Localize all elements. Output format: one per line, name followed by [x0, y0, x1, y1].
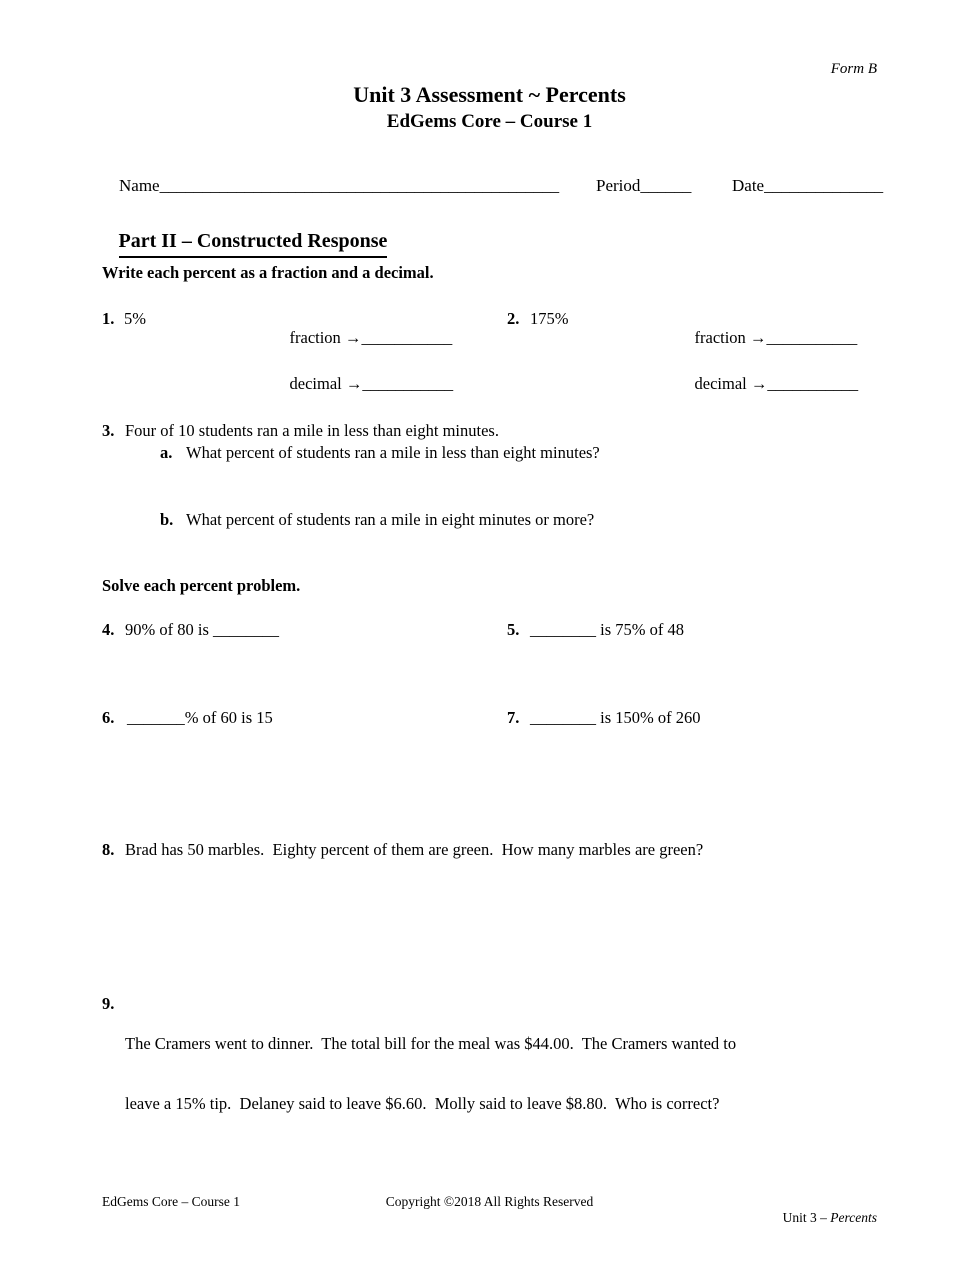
period-field	[579, 156, 691, 215]
q5-text: ________ is 75% of 48	[530, 620, 684, 639]
q1-percent: 5%	[124, 309, 146, 328]
q3-number: 3.	[102, 421, 115, 440]
q1-fraction-label: fraction →	[289, 327, 362, 347]
q6-text: _______% of 60 is 15	[127, 708, 273, 727]
q3b-letter: b.	[160, 510, 174, 529]
name-blank: _______________________________________________	[159, 175, 560, 195]
q2-percent: 175%	[530, 309, 569, 328]
q9-text	[125, 995, 736, 1153]
footer-unit	[769, 1194, 877, 1241]
q2-number: 2.	[507, 309, 520, 328]
q2-fraction-label: fraction →	[694, 327, 767, 347]
page-title: Unit 3 Assessment ~ Percents	[353, 82, 626, 107]
page-subtitle: EdGems Core – Course 1	[386, 111, 593, 132]
name-field	[102, 156, 559, 215]
q9-text-line1: The Cramers went to dinner. The total bill for the meal was $44.00. The Cramers wanted to	[125, 1033, 737, 1053]
q9-text-line2: leave a 15% tip. Delaney said to leave $6.60. Molly said to leave $8.80. Who is correct?	[125, 1093, 720, 1113]
date-blank: ______________	[764, 175, 884, 195]
section-heading: Part II – Constructed Response	[119, 230, 388, 258]
period-label: Period	[596, 175, 641, 195]
date-label: Date	[732, 175, 765, 195]
q8-number: 8.	[102, 840, 115, 859]
form-version-label: Form B	[830, 61, 877, 77]
name-label: Name	[119, 175, 160, 195]
q7-text: ________ is 150% of 260	[530, 708, 701, 727]
instruction-conversion: Write each percent as a fraction and a decimal.	[102, 263, 434, 282]
q1-number: 1.	[102, 309, 115, 328]
q3b-text: What percent of students ran a mile in eight minutes or more?	[186, 510, 595, 529]
footer-copyright: Copyright ©2018 All Rights Reserved	[385, 1194, 594, 1209]
instruction-solve: Solve each percent problem.	[102, 576, 301, 595]
q4-number: 4.	[102, 620, 115, 639]
q1-decimal-label: decimal →	[289, 373, 363, 393]
footer-unit-label: Unit 3 –	[782, 1209, 831, 1225]
q9-number: 9.	[102, 994, 115, 1013]
date-field	[715, 156, 883, 215]
q1-decimal-blank: ___________	[362, 373, 454, 393]
footer-course: EdGems Core – Course 1	[102, 1194, 240, 1209]
q8-text: Brad has 50 marbles. Eighty percent of them are green. How many marbles are green?	[125, 840, 704, 859]
q3a-letter: a.	[160, 443, 173, 462]
q7-number: 7.	[507, 708, 520, 727]
q2-decimal-row	[678, 356, 858, 413]
period-blank: ______	[640, 175, 692, 195]
q2-fraction-blank: ___________	[766, 327, 858, 347]
q1-decimal-row	[273, 356, 453, 413]
footer-unit-topic: Percents	[830, 1209, 877, 1225]
q6-number: 6.	[102, 708, 115, 727]
q5-number: 5.	[507, 620, 520, 639]
q4-text: 90% of 80 is ________	[125, 620, 279, 639]
q3-text: Four of 10 students ran a mile in less than eight minutes.	[125, 421, 499, 440]
q2-decimal-blank: ___________	[767, 373, 859, 393]
q3a-text: What percent of students ran a mile in less than eight minutes?	[186, 443, 600, 462]
q2-decimal-label: decimal →	[694, 373, 768, 393]
q1-fraction-blank: ___________	[361, 327, 453, 347]
